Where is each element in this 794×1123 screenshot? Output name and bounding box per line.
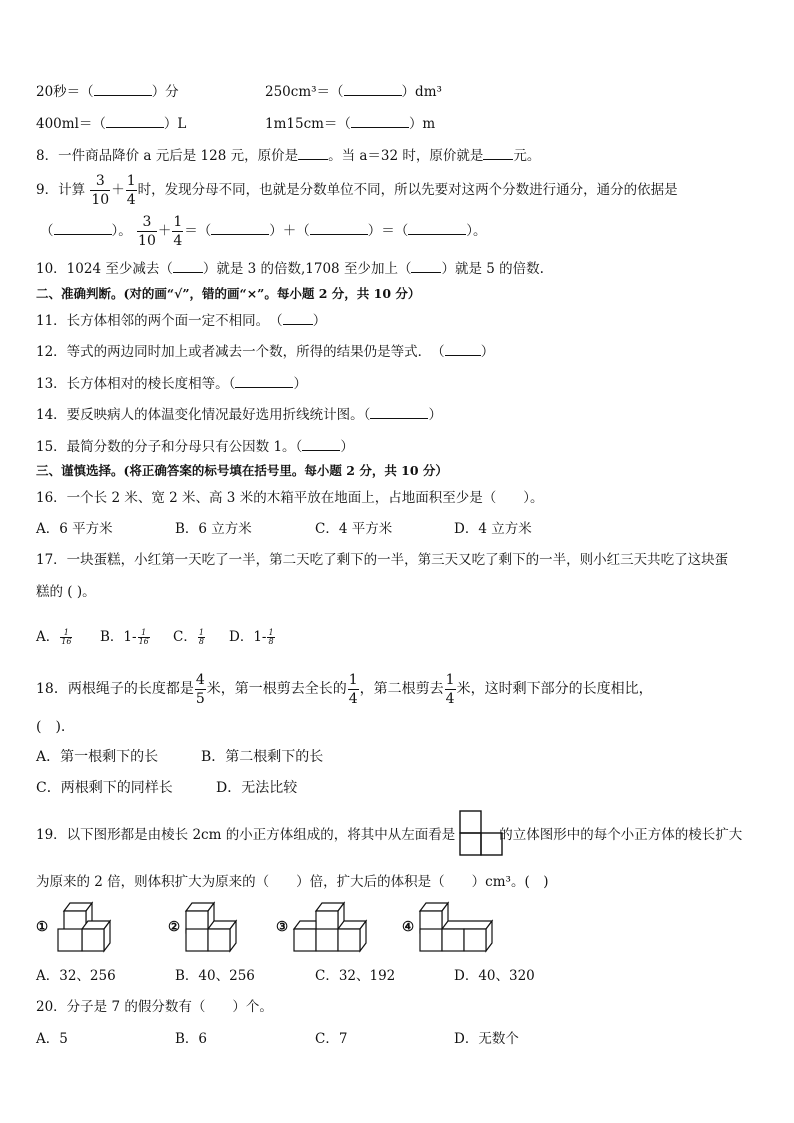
answer-blank[interactable] — [298, 146, 328, 160]
question-15: 15．最简分数的分子和分母只有公因数 1。（ ） — [36, 439, 354, 455]
option-b[interactable]: B．6 — [175, 1031, 208, 1047]
question-11: 11．长方体相邻的两个面一定不相同。 （ ） — [36, 313, 327, 329]
unit-a-pre: 20秒＝（ — [36, 84, 94, 100]
unit-b-post: ）dm³ — [401, 84, 442, 100]
figure-label-2: ② — [168, 919, 181, 935]
option-c[interactable]: C． $\frac{1}{8}$ — [173, 628, 204, 646]
answer-blank[interactable] — [483, 146, 513, 160]
option-a[interactable]: A．5 — [36, 1031, 68, 1047]
q8-text-3: 元。 — [513, 148, 541, 164]
option-a[interactable]: A．6 平方米 — [36, 521, 113, 537]
unit-a-post: ）分 — [151, 84, 179, 100]
q8-text-2: 。当 a＝32 时，原价就是 — [328, 148, 484, 164]
cube-figure-1 — [54, 899, 114, 953]
unit-line-2 — [36, 114, 186, 133]
option-d[interactable]: D．40、320 — [454, 968, 535, 984]
question-19-line-2: 为原来的 2 倍，则体积扩大为原来的（ ）倍，扩大后的体积是（ ）cm³。( ) — [36, 874, 549, 890]
option-a[interactable]: A．32、256 — [36, 968, 116, 984]
left-view-figure — [459, 810, 505, 858]
q9-text-2: 时，发现分母不同，也就是分数单位不同，所以先要对这两个分数进行通分，通分的依据是 — [137, 182, 678, 198]
question-20: 20．分子是 7 的假分数有（ ）个。 — [36, 999, 273, 1015]
answer-blank[interactable] — [370, 405, 428, 419]
option-c[interactable]: C．4 平方米 — [315, 521, 393, 537]
fraction: $\frac{1}{8}$ — [268, 628, 274, 646]
fraction: $\frac{3}{10}$ — [91, 173, 110, 208]
question-13: 13．长方体相对的棱长度相等。（ ） — [36, 376, 307, 392]
option-d[interactable]: D．1- $\frac{1}{8}$ — [229, 628, 274, 646]
option-b[interactable]: B．6 立方米 — [175, 521, 252, 537]
q8-text-1: 8．一件商品降价 a 元后是 128 元，原价是 — [36, 148, 299, 164]
question-17: 17．一块蛋糕，小红第一天吃了一半，第二天吃了剩下的一半，第三天又吃了剩下的一半，则小红三天共吃了这块蛋 — [36, 552, 729, 568]
answer-blank[interactable] — [94, 82, 152, 96]
option-c[interactable]: C．两根剩下的同样长 — [36, 780, 173, 796]
unit-line-1b — [265, 82, 442, 101]
plus-sign: ＋ — [111, 182, 125, 198]
option-c[interactable]: C．7 — [315, 1031, 348, 1047]
answer-blank[interactable] — [106, 114, 164, 128]
option-d[interactable]: D．4 立方米 — [454, 521, 532, 537]
unit-d-pre: 1m15cm＝（ — [265, 116, 351, 132]
answer-blank[interactable] — [211, 221, 269, 235]
section-2-heading: 二、准确判断。(对的画“√”，错的画“×”。每小题 2 分，共 10 分） — [36, 286, 421, 301]
option-b[interactable]: B．40、256 — [175, 968, 255, 984]
question-16: 16．一个长 2 米、宽 2 米、高 3 米的木箱平放在地面上，占地面积至少是（ ）。 — [36, 490, 544, 506]
question-18: 18．两根绳子的长度都是 $\frac{4}{5}$ 米，第一根剪去全长的 $\frac{1}{4}$ ，第二根剪去 $\frac{1}{4}$ 米，这时剩下部分的长度相比， — [36, 671, 653, 707]
fraction: $\frac{1}{4}$ — [348, 671, 358, 707]
question-12: 12．等式的两边同时加上或者减去一个数，所得的结果仍是等式． （ ） — [36, 344, 495, 360]
question-9-line-2: （ ）。 $\frac{3}{10}$ ＋ $\frac{1}{4}$ ＝（ ）＋（ ）＝（ ）。 — [40, 214, 487, 249]
cube-figure-3 — [292, 899, 376, 953]
answer-blank[interactable] — [54, 221, 112, 235]
question-10: 10．1024 至少减去（ ）就是 3 的倍数,1708 至少加上（ ）就是 5 的倍数. — [36, 261, 544, 277]
fraction: $\frac{4}{5}$ — [195, 671, 205, 707]
question-19: 19．以下图形都是由棱长 2cm 的小正方体组成的，将其中从左面看是 的立体图形中的每个小正方体的棱长扩大 — [36, 827, 743, 843]
fraction: $\frac{1}{4}$ — [126, 173, 136, 208]
option-b[interactable]: B．第二根剩下的长 — [201, 749, 324, 765]
fraction: $\frac{1}{16}$ — [138, 628, 149, 646]
cube-figure-2 — [182, 899, 244, 953]
figure-label-4: ④ — [402, 919, 415, 935]
unit-c-post: ）L — [163, 116, 187, 132]
answer-blank[interactable] — [302, 437, 340, 451]
fraction: $\frac{1}{4}$ — [173, 214, 183, 249]
unit-line-2b — [265, 114, 435, 133]
cube-figure-4 — [418, 899, 498, 953]
option-b[interactable]: B．1- $\frac{1}{16}$ — [100, 628, 149, 646]
unit-line-1 — [36, 82, 179, 101]
answer-blank[interactable] — [173, 259, 203, 273]
section-3-heading: 三、谨慎选择。(将正确答案的标号填在括号里。每小题 2 分，共 10 分） — [36, 463, 448, 478]
unit-c-pre: 400ml＝（ — [36, 116, 106, 132]
answer-blank[interactable] — [351, 114, 409, 128]
option-d[interactable]: D．无数个 — [454, 1031, 519, 1047]
question-14: 14．要反映病人的体温变化情况最好选用折线统计图。（ ） — [36, 407, 442, 423]
option-c[interactable]: C．32、192 — [315, 968, 396, 984]
option-a[interactable]: A．第一根剩下的长 — [36, 749, 159, 765]
answer-blank[interactable] — [235, 374, 293, 388]
answer-blank[interactable] — [283, 311, 313, 325]
q9-text-1: 9．计算 — [36, 182, 86, 198]
answer-blank[interactable] — [411, 259, 441, 273]
fraction: $\frac{3}{10}$ — [138, 214, 156, 249]
figure-label-1: ① — [36, 919, 49, 935]
fraction: $\frac{1}{4}$ — [445, 671, 455, 707]
fraction: $\frac{1}{16}$ — [61, 628, 72, 646]
answer-blank[interactable] — [445, 342, 481, 356]
question-17-line-2: 糕的 ( )。 — [36, 584, 96, 600]
question-8 — [36, 146, 540, 165]
answer-blank[interactable] — [408, 221, 466, 235]
unit-b-pre: 250cm³＝（ — [265, 84, 344, 100]
question-9 — [36, 173, 678, 207]
option-a[interactable]: A． $\frac{1}{16}$ — [36, 628, 72, 646]
answer-blank[interactable] — [310, 221, 368, 235]
question-18-line-2: ( ). — [36, 719, 66, 735]
unit-d-post: ）m — [408, 116, 436, 132]
fraction: $\frac{1}{8}$ — [198, 628, 204, 646]
answer-blank[interactable] — [344, 82, 402, 96]
figure-label-3: ③ — [276, 919, 289, 935]
option-d[interactable]: D．无法比较 — [216, 780, 298, 796]
